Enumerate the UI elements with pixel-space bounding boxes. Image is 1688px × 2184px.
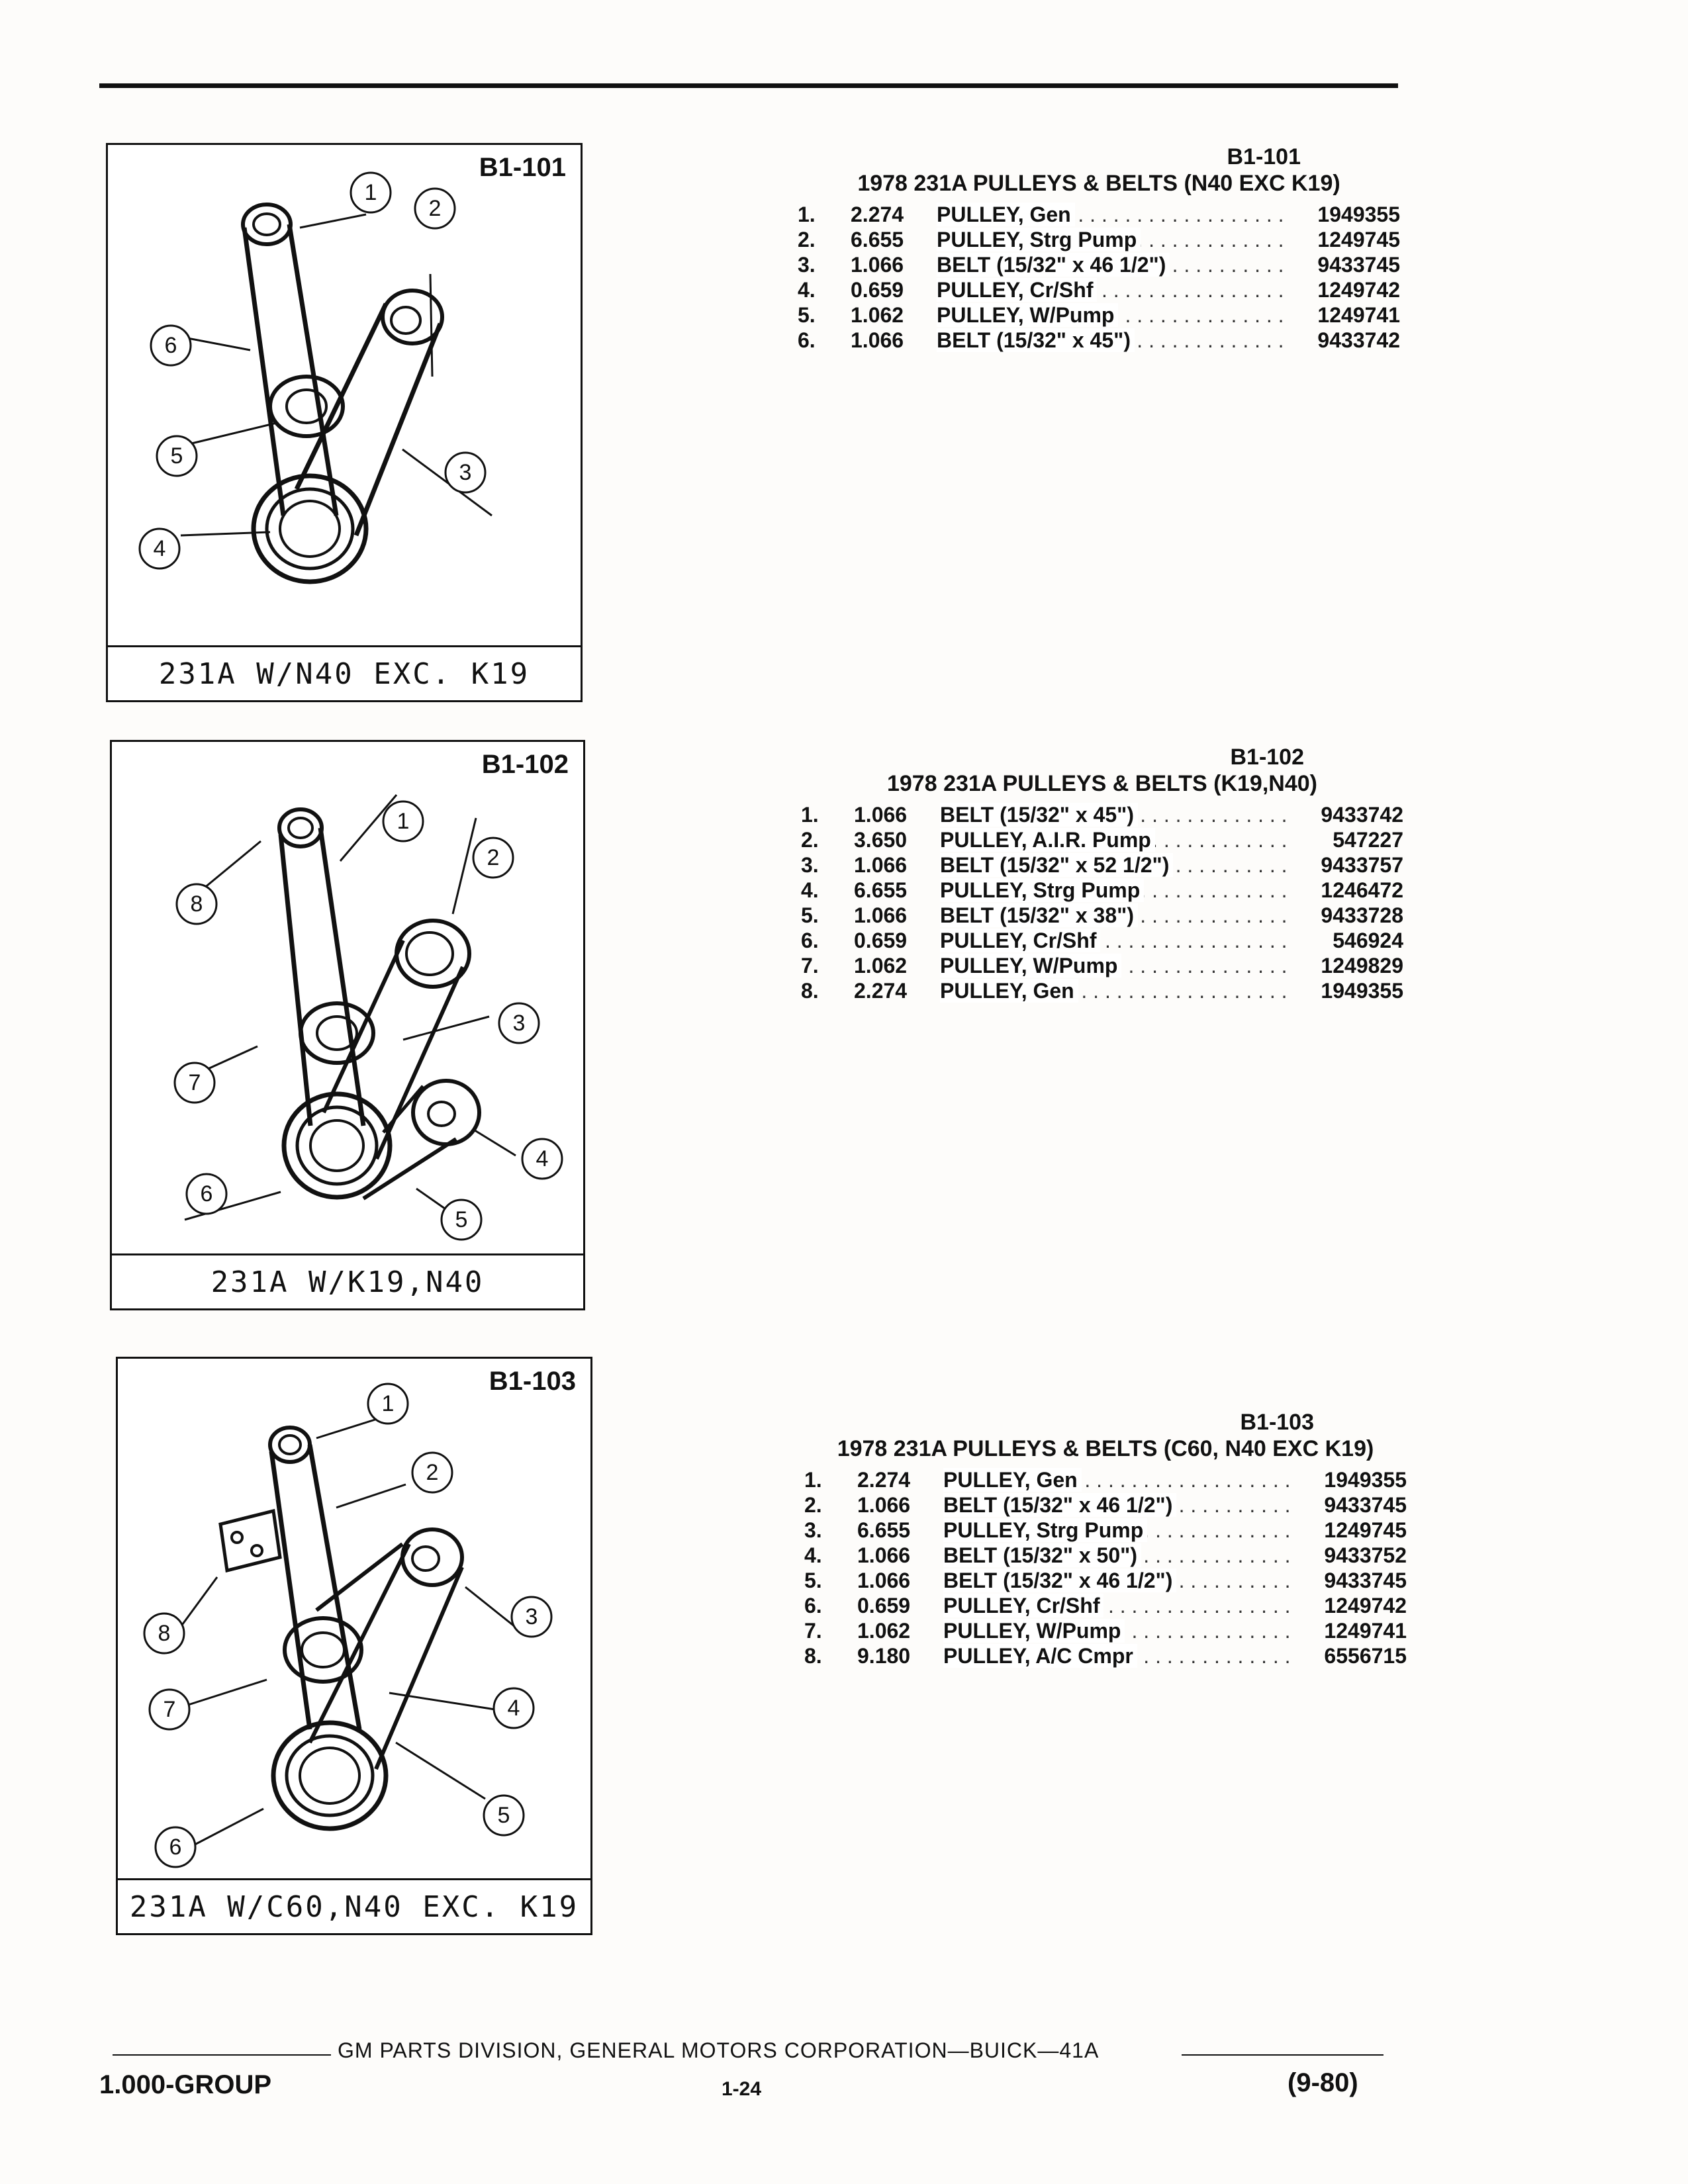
svg-text:3: 3 <box>512 1011 526 1036</box>
svg-text:5: 5 <box>497 1803 510 1828</box>
item-description: BELT (15/32" x 46 1/2") . . . <box>937 253 1288 277</box>
figure-caption: 231A W/N40 EXC. K19 <box>108 645 581 700</box>
callout-5 <box>442 1200 481 1240</box>
item-part-number: 9433742 <box>1321 802 1403 827</box>
item-qty: 9.180 <box>857 1643 911 1668</box>
item-number: 1. <box>798 202 816 226</box>
item-part-number: 9433752 <box>1324 1543 1407 1567</box>
callout-6 <box>187 1174 226 1214</box>
svg-text:1: 1 <box>364 180 377 205</box>
callout-6 <box>156 1827 195 1867</box>
part-row <box>801 953 1403 978</box>
item-qty: 1.066 <box>854 852 908 877</box>
item-part-number: 1249829 <box>1321 953 1403 978</box>
item-part-number: 6556715 <box>1324 1643 1407 1668</box>
part-row <box>804 1568 1407 1593</box>
callout-7 <box>175 1063 214 1103</box>
callout-8 <box>144 1614 184 1653</box>
item-part-number: 9433745 <box>1324 1568 1407 1592</box>
part-row <box>798 302 1400 328</box>
item-number: 1. <box>801 802 819 827</box>
item-qty: 1.062 <box>854 953 908 978</box>
item-qty: 0.659 <box>854 928 908 952</box>
item-qty: 6.655 <box>854 878 908 902</box>
figure-caption: 231A W/C60,N40 EXC. K19 <box>118 1878 590 1933</box>
svg-text:1: 1 <box>397 809 410 834</box>
item-description: PULLEY, Cr/Shf . . . <box>943 1594 1294 1618</box>
svg-text:4: 4 <box>507 1696 520 1721</box>
part-row <box>801 852 1403 878</box>
item-description: PULLEY, Gen . . . <box>937 203 1288 227</box>
item-qty: 3.650 <box>854 827 908 852</box>
item-number: 3. <box>801 852 819 877</box>
item-description: BELT (15/32" x 46 1/2") . . . <box>943 1569 1294 1593</box>
svg-text:3: 3 <box>459 460 472 485</box>
item-number: 2. <box>804 1492 822 1517</box>
svg-text:6: 6 <box>169 1835 182 1860</box>
figure-caption: 231A W/K19,N40 <box>112 1253 583 1308</box>
item-description: PULLEY, A.I.R. Pump . . . <box>940 828 1291 852</box>
callout-3 <box>499 1003 539 1043</box>
svg-text:8: 8 <box>158 1621 171 1646</box>
svg-text:4: 4 <box>536 1146 549 1171</box>
part-row <box>798 202 1400 227</box>
callout-1 <box>383 801 423 841</box>
item-number: 4. <box>804 1543 822 1567</box>
callout-1 <box>351 173 391 212</box>
item-description: BELT (15/32" x 52 1/2") . . . <box>940 853 1291 878</box>
svg-text:1: 1 <box>381 1391 395 1416</box>
item-qty: 1.062 <box>851 302 904 327</box>
callout-2 <box>415 189 455 228</box>
item-part-number: 1246472 <box>1321 878 1403 902</box>
item-description: PULLEY, Cr/Shf . . . <box>937 278 1288 302</box>
item-number: 1. <box>804 1467 822 1492</box>
item-number: 7. <box>801 953 819 978</box>
item-description: BELT (15/32" x 50") . . . <box>943 1543 1294 1568</box>
item-qty: 1.066 <box>857 1568 911 1592</box>
item-qty: 6.655 <box>857 1518 911 1542</box>
callout-6 <box>151 326 191 365</box>
item-number: 5. <box>798 302 816 327</box>
callout-4 <box>140 529 179 569</box>
item-part-number: 1949355 <box>1321 978 1403 1003</box>
callout-3 <box>512 1597 551 1637</box>
svg-text:2: 2 <box>487 845 500 870</box>
footer-date: (9-80) <box>1288 2068 1358 2097</box>
item-number: 4. <box>798 277 816 302</box>
callout-3 <box>445 453 485 492</box>
figure-b1-102 <box>110 740 585 1310</box>
item-description: PULLEY, W/Pump . . . <box>937 303 1288 328</box>
item-qty: 0.659 <box>851 277 904 302</box>
figure-code: B1-103 <box>489 1367 576 1396</box>
part-row <box>804 1543 1407 1568</box>
svg-text:4: 4 <box>153 536 166 561</box>
top-rule <box>99 83 1398 88</box>
callout-7 <box>150 1690 189 1729</box>
item-description: PULLEY, Gen . . . <box>940 979 1291 1003</box>
part-row <box>798 277 1400 302</box>
figure-code: B1-102 <box>481 750 569 779</box>
svg-text:2: 2 <box>426 1460 439 1485</box>
item-description: PULLEY, Strg Pump . . . <box>943 1518 1294 1543</box>
svg-text:5: 5 <box>170 443 183 469</box>
item-qty: 2.274 <box>851 202 904 226</box>
parts-list-code: B1-103 <box>1240 1410 1314 1435</box>
item-description: BELT (15/32" x 45") . . . <box>940 803 1291 827</box>
item-part-number: 9433757 <box>1321 852 1403 877</box>
parts-list-b1-102 <box>801 745 1403 1003</box>
svg-text:7: 7 <box>163 1697 176 1722</box>
svg-text:7: 7 <box>188 1070 201 1095</box>
parts-list-b1-103 <box>804 1410 1407 1668</box>
part-row <box>804 1492 1407 1518</box>
callout-5 <box>157 436 197 476</box>
part-row <box>804 1618 1407 1643</box>
item-qty: 1.066 <box>857 1492 911 1517</box>
callout-4 <box>494 1688 534 1728</box>
callout-5 <box>484 1796 524 1835</box>
figure-b1-103 <box>116 1357 592 1935</box>
parts-list-b1-101 <box>798 144 1400 353</box>
item-number: 7. <box>804 1618 822 1643</box>
item-part-number: 1249745 <box>1317 227 1400 251</box>
item-part-number: 1249742 <box>1324 1593 1407 1617</box>
item-qty: 0.659 <box>857 1593 911 1617</box>
item-description: PULLEY, W/Pump . . . <box>943 1619 1294 1643</box>
item-number: 8. <box>804 1643 822 1668</box>
item-number: 6. <box>801 928 819 952</box>
item-qty: 1.066 <box>854 903 908 927</box>
callout-2 <box>412 1453 452 1492</box>
item-part-number: 9433728 <box>1321 903 1403 927</box>
part-row <box>804 1643 1407 1668</box>
item-number: 6. <box>804 1593 822 1617</box>
item-part-number: 1249741 <box>1317 302 1400 327</box>
part-row <box>801 978 1403 1003</box>
item-qty: 6.655 <box>851 227 904 251</box>
item-qty: 1.066 <box>851 252 904 277</box>
footer-publisher: GM PARTS DIVISION, GENERAL MOTORS CORPORATION—BUICK—41A <box>338 2038 1100 2062</box>
item-qty: 1.066 <box>851 328 904 352</box>
item-qty: 1.066 <box>854 802 908 827</box>
item-description: PULLEY, Strg Pump . . . <box>940 878 1291 903</box>
figure-b1-101 <box>106 143 583 702</box>
item-part-number: 1249745 <box>1324 1518 1407 1542</box>
item-number: 4. <box>801 878 819 902</box>
item-part-number: 547227 <box>1333 827 1403 852</box>
item-number: 3. <box>804 1518 822 1542</box>
callout-4 <box>522 1139 562 1179</box>
item-part-number: 1249742 <box>1317 277 1400 302</box>
parts-list-code: B1-102 <box>1230 745 1304 770</box>
item-qty: 2.274 <box>854 978 908 1003</box>
item-description: PULLEY, W/Pump . . . <box>940 954 1291 978</box>
callout-2 <box>473 838 513 878</box>
item-part-number: 1949355 <box>1317 202 1400 226</box>
parts-list-code: B1-101 <box>1227 144 1301 169</box>
item-number: 3. <box>798 252 816 277</box>
part-row <box>804 1467 1407 1492</box>
part-row <box>801 928 1403 953</box>
item-description: PULLEY, Strg Pump . . . <box>937 228 1288 252</box>
footer-group: 1.000-GROUP <box>99 2070 272 2099</box>
part-row <box>804 1593 1407 1618</box>
parts-list-title: 1978 231A PULLEYS & BELTS (C60, N40 EXC K19) <box>837 1436 1374 1461</box>
item-number: 6. <box>798 328 816 352</box>
svg-text:2: 2 <box>428 196 442 221</box>
item-qty: 1.062 <box>857 1618 911 1643</box>
callout-1 <box>368 1384 408 1424</box>
svg-text:5: 5 <box>455 1207 468 1232</box>
item-description: PULLEY, Gen . . . <box>943 1468 1294 1492</box>
item-part-number: 1949355 <box>1324 1467 1407 1492</box>
item-number: 5. <box>801 903 819 927</box>
footer-rule-right <box>1182 2054 1383 2056</box>
parts-list-title: 1978 231A PULLEYS & BELTS (N40 EXC K19) <box>857 171 1340 196</box>
item-part-number: 9433745 <box>1324 1492 1407 1517</box>
part-row <box>798 328 1400 353</box>
item-part-number: 9433742 <box>1317 328 1400 352</box>
item-part-number: 9433745 <box>1317 252 1400 277</box>
item-number: 2. <box>798 227 816 251</box>
svg-text:6: 6 <box>164 333 177 358</box>
item-description: BELT (15/32" x 38") . . . <box>940 903 1291 928</box>
item-number: 8. <box>801 978 819 1003</box>
item-part-number: 546924 <box>1333 928 1403 952</box>
part-row <box>804 1518 1407 1543</box>
part-row <box>798 252 1400 277</box>
page-number: 1-24 <box>722 2078 762 2100</box>
callout-8 <box>177 884 216 924</box>
svg-text:8: 8 <box>190 891 203 917</box>
item-description: PULLEY, A/C Cmpr . . . <box>943 1644 1294 1668</box>
item-qty: 2.274 <box>857 1467 911 1492</box>
item-description: BELT (15/32" x 45") . . . <box>937 328 1288 353</box>
item-number: 5. <box>804 1568 822 1592</box>
figure-code: B1-101 <box>479 153 566 182</box>
svg-text:3: 3 <box>525 1604 538 1629</box>
part-row <box>801 827 1403 852</box>
part-row <box>801 903 1403 928</box>
svg-text:6: 6 <box>200 1181 213 1206</box>
footer-rule-left <box>113 2054 331 2056</box>
part-row <box>801 878 1403 903</box>
part-row <box>801 802 1403 827</box>
item-number: 2. <box>801 827 819 852</box>
parts-list-title: 1978 231A PULLEYS & BELTS (K19,N40) <box>886 771 1317 796</box>
item-description: PULLEY, Cr/Shf . . . <box>940 929 1291 953</box>
part-row <box>798 227 1400 252</box>
item-qty: 1.066 <box>857 1543 911 1567</box>
item-description: BELT (15/32" x 46 1/2") . . . <box>943 1493 1294 1518</box>
item-part-number: 1249741 <box>1324 1618 1407 1643</box>
